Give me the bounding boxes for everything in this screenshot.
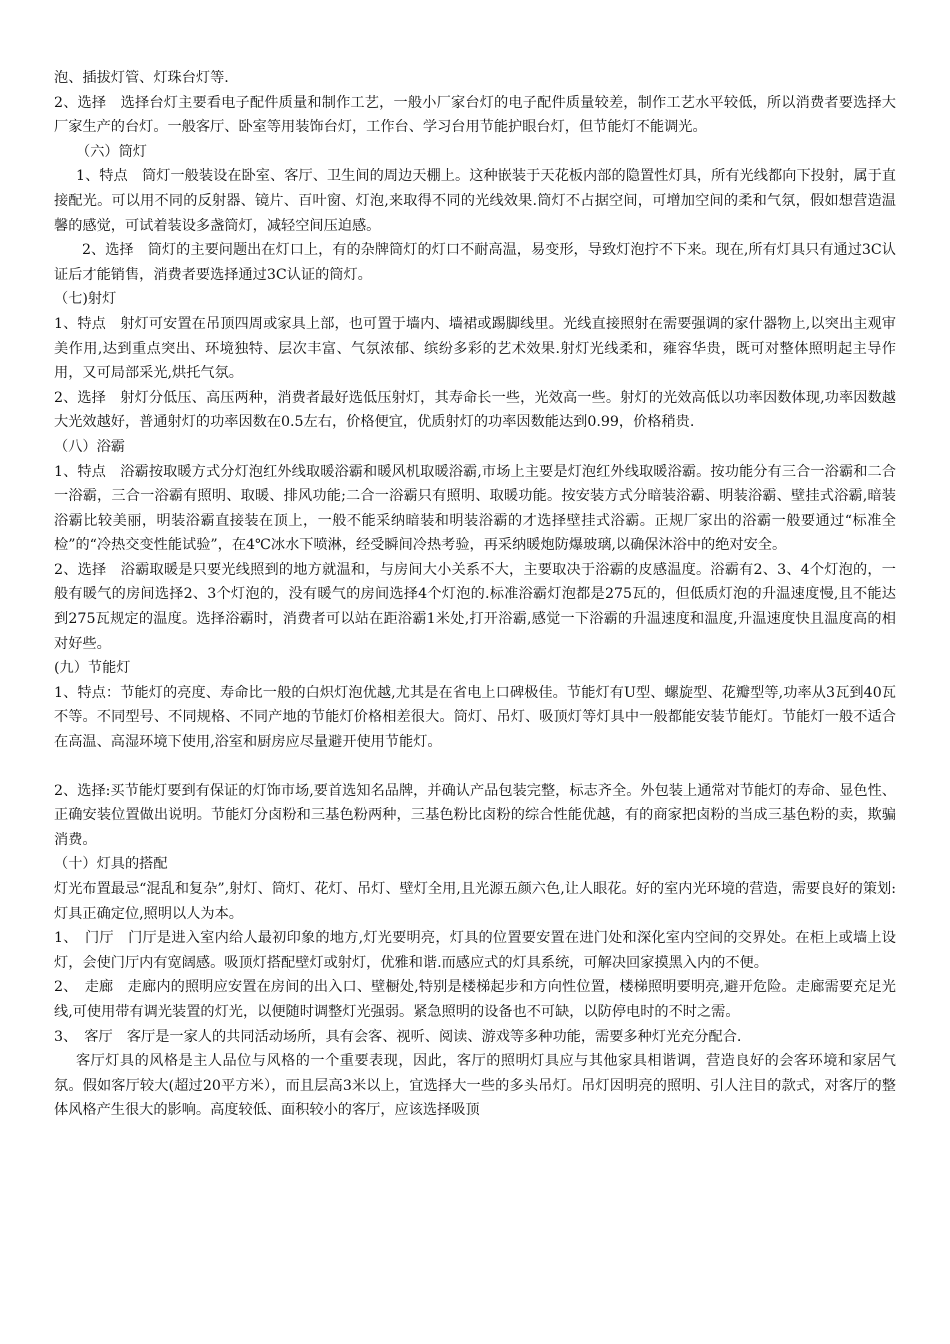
paragraph-corridor: 2、 走廊 走廊内的照明应安置在房间的出入口、壁橱处,特别是楼梯起步和方向性位置，楼梯照明要明亮,避开危险。走廊需要充足光线,可使用带有调光装置的灯光，以便随时调整灯光强弱。紧急照明的设备也不可缺，以防停电时的不时之需。: [54, 979, 896, 1020]
section-heading-downlight: （六）筒灯: [76, 143, 147, 160]
paragraph-spotlight-features: 1、特点 射灯可安置在吊顶四周或家具上部，也可置于墙内、墙裙或踢脚线里。光线直接照射在需要强调的家什器物上,以突出主观审美作用,达到重点突出、环境独特、层次丰富、气氛浓郁、缤纷多彩的艺术效果.射灯光线柔和，雍容华贵，既可对整体照明起主导作用，又可局部采光,烘托气氛。: [54, 315, 896, 382]
paragraph-spotlight-selection: 2、选择 射灯分低压、高压两种，消费者最好选低压射灯，其寿命长一些，光效高一些。射灯的光效高低以功率因数体现,功率因数越大光效越好，普通射灯的功率因数在0.5左右，价格便宜，优质射灯的功率因数能达到0.99，价格稍贵.: [54, 389, 896, 431]
paragraph-bath-heater-features: 1、特点 浴霸按取暖方式分灯泡红外线取暖浴霸和暖风机取暖浴霸,市场上主要是灯泡红外线取暖浴霸。按功能分有三合一浴霸和二合一浴霸，三合一浴霸有照明、取暖、排风功能;二合一浴霸只有照明、取暖功能。按安装方式分暗装浴霸、明装浴霸、壁挂式浴霸,暗装浴霸比较美丽，明装浴霸直接装在顶上，一般不能采纳暗装和明装浴霸的才选择壁挂式浴霸。正规厂家出的浴霸一般要通过“标准全检”的“冷热交变性能试验”，在4℃冰水下喷淋，经受瞬间冷热考验，再采纳暖炮防爆玻璃,以确保沐浴中的绝对安全。: [54, 463, 896, 554]
document-page: [54, 66, 896, 1123]
section-heading-lighting-matching: （十）灯具的搭配: [54, 856, 168, 873]
paragraph-desk-lamp-selection: 2、选择 选择台灯主要看电子配件质量和制作工艺，一般小厂家台灯的电子配件质量较差，制作工艺水平较低，所以消费者要选择大厂家生产的台灯。一般客厅、卧室等用装饰台灯，工作台、学习台用节能护眼台灯，但节能灯不能调光。: [54, 94, 896, 136]
section-heading-bath-heater: （八）浴霸: [54, 438, 125, 455]
paragraph-energy-saving-selection: 2、选择:买节能灯要到有保证的灯饰市场,要首选知名品牌，并确认产品包装完整，标志齐全。外包装上通常对节能灯的寿命、显色性、正确安装位置做出说明。节能灯分卤粉和三基色粉两种，三基色粉比卤粉的综合性能优越，有的商家把卤粉的当成三基色粉的卖，欺骗消费。: [54, 782, 896, 848]
paragraph-lamp-types-end: 泡、插拔灯管、灯珠台灯等.: [54, 70, 229, 86]
paragraph-living-room: 3、 客厅 客厅是一家人的共同活动场所，具有会客、视听、阅读、游戏等多种功能，需要多种灯光充分配合.: [54, 1028, 742, 1045]
section-heading-energy-saving-lamp: (九）节能灯: [54, 660, 131, 677]
blank-line: [54, 755, 896, 779]
paragraph-downlight-selection: 2、选择 筒灯的主要问题出在灯口上，有的杂牌筒灯的灯口不耐高温，易变形，导致灯泡拧不下来。现在,所有灯具只有通过3C认证后才能销售，消费者要选择通过3C认证的筒灯。: [54, 242, 896, 283]
paragraph-entrance-hall: 1、 门厅 门厅是进入室内给人最初印象的地方,灯光要明亮，灯具的位置要安置在进门处和深化室内空间的交界处。在柜上或墙上设灯，会使门厅内有宽阔感。吸顶灯搭配壁灯或射灯，优雅和谐.而感应式的灯具系统，可解决回家摸黑入内的不便。: [54, 930, 896, 971]
paragraph-lighting-intro: 灯光布置最忌“混乱和复杂”,射灯、筒灯、花灯、吊灯、壁灯全用,且光源五颜六色,让人眼花。好的室内光环境的营造，需要良好的策划:灯具正确定位,照明以人为本。: [54, 881, 896, 922]
section-heading-spotlight: （七)射灯: [54, 291, 117, 308]
paragraph-living-room-style: 客厅灯具的风格是主人品位与风格的一个重要表现，因此，客厅的照明灯具应与其他家具相谐调，营造良好的会客环境和家居气氛。假如客厅较大(超过20平方米），而且层高3米以上，宜选择大一些的多头吊灯。吊灯因明亮的照明、引人注目的款式，对客厅的整体风格产生很大的影响。高度较低、面积较小的客厅，应该选择吸顶: [54, 1053, 896, 1119]
paragraph-energy-saving-features: 1、特点：节能灯的亮度、寿命比一般的白炽灯泡优越,尤其是在省电上口碑极佳。节能灯有U型、螺旋型、花瓣型等,功率从3瓦到40瓦不等。不同型号、不同规格、不同产地的节能灯价格相差很大。筒灯、吊灯、吸顶灯等灯具中一般都能安装节能灯。节能灯一般不适合在高温、高湿环境下使用,浴室和厨房应尽量避开使用节能灯。: [54, 684, 896, 751]
paragraph-downlight-features: 1、特点 筒灯一般装设在卧室、客厅、卫生间的周边天棚上。这种嵌装于天花板内部的隐置性灯具，所有光线都向下投射，属于直接配光。可以用不同的反射器、镜片、百叶窗、灯泡,来取得不同的光线效果.筒灯不占据空间，可增加空间的柔和气氛，假如想营造温馨的感觉，可试着装设多盏筒灯，减轻空间压迫感。: [54, 168, 896, 234]
paragraph-bath-heater-selection: 2、选择 浴霸取暖是只要光线照到的地方就温和，与房间大小关系不大，主要取决于浴霸的皮感温度。浴霸有2、3、4个灯泡的，一般有暖气的房间选择2、3个灯泡的，没有暖气的房间选择4个灯泡的.标准浴霸灯泡都是275瓦的，但低质灯泡的升温速度慢,且不能达到275瓦规定的温度。选择浴霸时，消费者可以站在距浴霸1米处,打开浴霸,感觉一下浴霸的升温速度和温度,升温速度快且温度高的相对好些。: [54, 561, 896, 652]
